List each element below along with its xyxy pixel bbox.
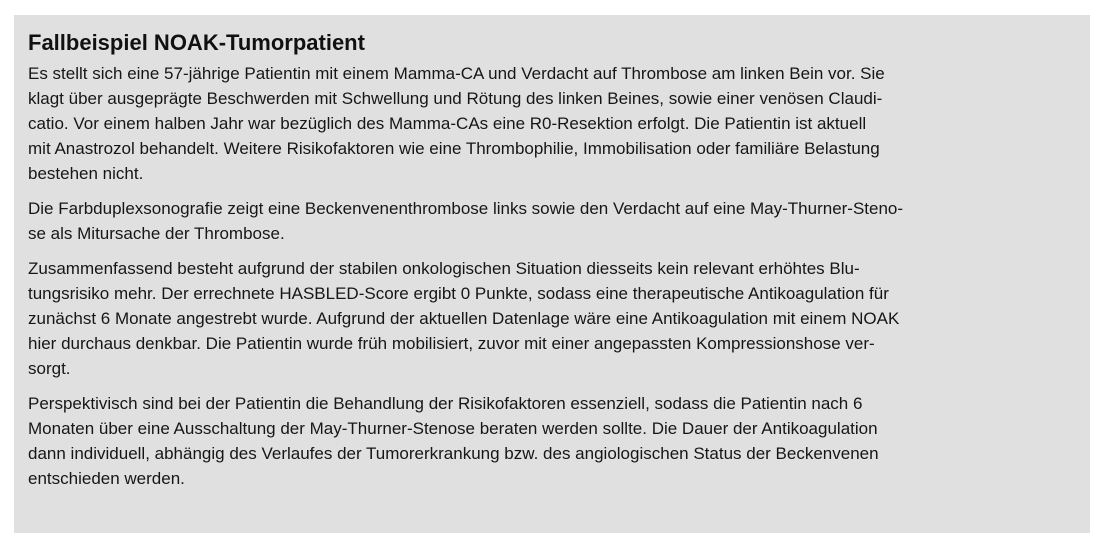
text-line: Die Farbduplexsonografie zeigt eine Beckenvenenthrombose links sowie den Verdacht auf eine May-Thurner-Steno-	[28, 199, 904, 218]
text-line: Zusammenfassend besteht aufgrund der stabilen onkologischen Situation diesseits kein relevant erhöhtes Blu-	[28, 259, 860, 278]
paragraph-diagnostics	[28, 196, 1076, 246]
text-line: hier durchaus denkbar. Die Patientin wurde früh mobilisiert, zuvor mit einer angepassten Kompressionshose ver-	[28, 334, 875, 353]
paragraph-case-presentation	[28, 61, 1076, 186]
case-study-box	[14, 15, 1090, 533]
text-line: dann individuell, abhängig des Verlaufes der Tumorerkrankung bzw. des angiologischen Status der Beckenvenen	[28, 444, 879, 463]
text-line: sorgt.	[28, 359, 71, 378]
text-line: Es stellt sich eine 57-jährige Patientin mit einem Mamma-CA und Verdacht auf Thrombose am linken Bein vor. Sie	[28, 64, 885, 83]
text-line: Monaten über eine Ausschaltung der May-Thurner-Stenose beraten werden sollte. Die Dauer der Antikoagulation	[28, 419, 878, 438]
paragraph-therapy	[28, 256, 1076, 381]
text-line: mit Anastrozol behandelt. Weitere Risikofaktoren wie eine Thrombophilie, Immobilisation oder familiäre Belastung	[28, 139, 880, 158]
text-line: catio. Vor einem halben Jahr war bezüglich des Mamma-CAs eine R0-Resektion erfolgt. Die Patientin ist aktuell	[28, 114, 867, 133]
paragraph-outlook	[28, 391, 1076, 491]
text-line: zunächst 6 Monate angestrebt wurde. Aufgrund der aktuellen Datenlage wäre eine Antikoagulation mit einem NOAK	[28, 309, 900, 328]
text-line: entschieden werden.	[28, 469, 185, 488]
text-line: klagt über ausgeprägte Beschwerden mit Schwellung und Rötung des linken Beines, sowie einer venösen Claudi-	[28, 89, 883, 108]
text-line: Perspektivisch sind bei der Patientin die Behandlung der Risikofaktoren essenziell, sodass die Patientin nach 6	[28, 394, 863, 413]
box-title: Fallbeispiel NOAK-Tumorpatient	[28, 30, 365, 55]
text-line: se als Mitursache der Thrombose.	[28, 224, 285, 243]
text-line: tungsrisiko mehr. Der errechnete HASBLED-Score ergibt 0 Punkte, sodass eine therapeutische Antikoagulation für	[28, 284, 889, 303]
text-line: bestehen nicht.	[28, 164, 144, 183]
